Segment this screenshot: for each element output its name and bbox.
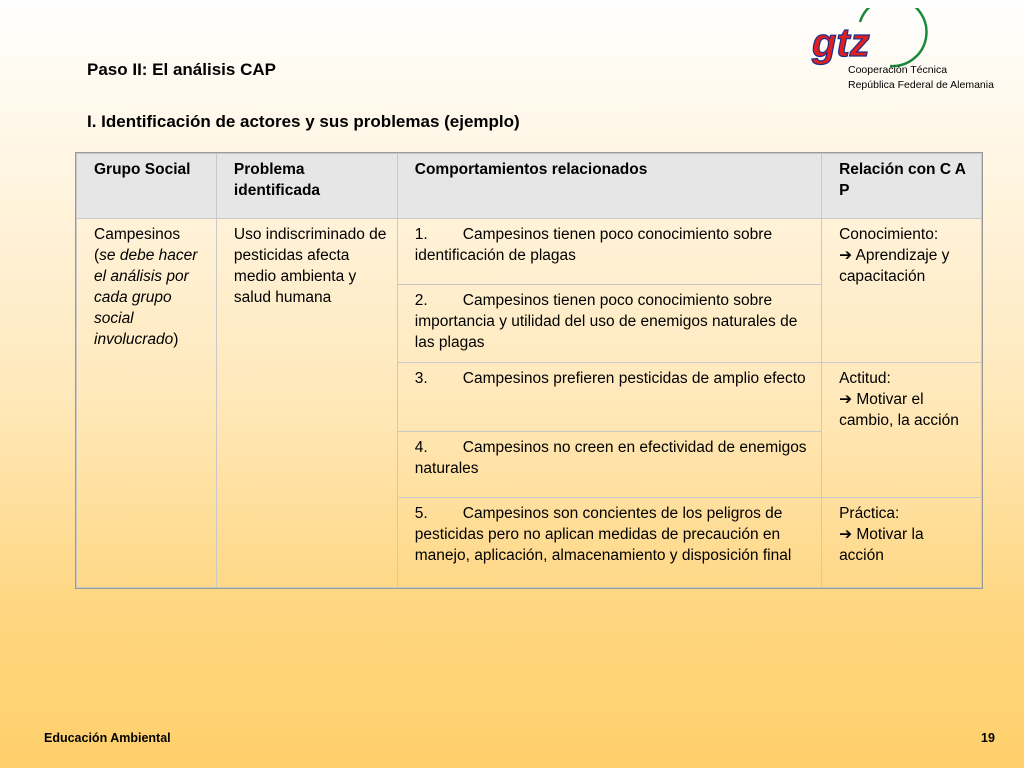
relation-text: Aprendizaje y capacitación bbox=[839, 247, 950, 285]
table-row bbox=[77, 219, 982, 285]
logo-caption-line1: Cooperación Técnica bbox=[848, 64, 948, 76]
behavior-cell-3 bbox=[397, 363, 821, 432]
slide-title: Paso II: El análisis CAP bbox=[87, 60, 276, 79]
group-text-italic: se debe hacer el análisis por cada grupo social involucrado bbox=[94, 247, 198, 348]
cap-table bbox=[76, 153, 982, 588]
slide-subtitle: I. Identificación de actores y sus problemas (ejemplo) bbox=[87, 112, 520, 131]
behavior-num: 4. bbox=[414, 439, 428, 456]
arrow-icon: ➔ bbox=[839, 247, 853, 264]
behavior-text: Campesinos no creen en efectividad de enemigos naturales bbox=[414, 439, 807, 477]
page-number: 19 bbox=[981, 731, 995, 745]
arrow-icon: ➔ bbox=[839, 526, 853, 543]
behavior-cell-4 bbox=[397, 432, 821, 498]
footer-course-title: Educación Ambiental bbox=[44, 731, 171, 745]
behavior-text: Campesinos tienen poco conocimiento sobre importancia y utilidad del uso de enemigos naturales de las plagas bbox=[414, 292, 798, 351]
relation-text: Motivar el cambio, la acción bbox=[839, 391, 959, 429]
behavior-text: Campesinos tienen poco conocimiento sobre identificación de plagas bbox=[414, 226, 773, 264]
relation-text: Motivar la acción bbox=[839, 526, 924, 564]
header-relacion-cap: Relación con C A P bbox=[822, 154, 982, 219]
behavior-text: Campesinos prefieren pesticidas de amplio efecto bbox=[462, 370, 806, 387]
arrow-icon: ➔ bbox=[839, 391, 853, 408]
behavior-text: Campesinos son concientes de los peligros de pesticidas pero no aplican medidas de precaución en manejo, aplicación, almacenamiento y disposición final bbox=[414, 505, 792, 564]
group-text-end: ) bbox=[173, 331, 179, 348]
behavior-num: 1. bbox=[414, 226, 428, 243]
relation-label: Conocimiento: bbox=[839, 226, 939, 243]
table-header-row bbox=[77, 154, 982, 219]
behavior-cell-1 bbox=[397, 219, 821, 285]
behavior-cell-2 bbox=[397, 285, 821, 363]
group-cell bbox=[77, 219, 217, 588]
relation-label: Actitud: bbox=[839, 370, 891, 387]
relation-cell-actitud bbox=[822, 363, 982, 498]
relation-cell-conocimiento bbox=[822, 219, 982, 363]
header-problema: Problema identificada bbox=[216, 154, 397, 219]
logo-caption-line2: República Federal de Alemania bbox=[848, 79, 994, 91]
behavior-num: 3. bbox=[414, 370, 428, 387]
relation-cell-practica bbox=[822, 498, 982, 588]
behavior-cell-5 bbox=[397, 498, 821, 588]
relation-label: Práctica: bbox=[839, 505, 900, 522]
logo-green-arc bbox=[860, 8, 926, 66]
header-grupo-social: Grupo Social bbox=[77, 154, 217, 219]
behavior-num: 2. bbox=[414, 292, 428, 309]
logo-wordmark: gtz bbox=[812, 21, 870, 65]
header-comportamientos: Comportamientos relacionados bbox=[397, 154, 821, 219]
behavior-num: 5. bbox=[414, 505, 428, 522]
problem-cell: Uso indiscriminado de pesticidas afecta medio ambienta y salud humana bbox=[216, 219, 397, 588]
logo-caption bbox=[848, 63, 994, 93]
group-text-start: Campesinos ( bbox=[94, 226, 181, 264]
